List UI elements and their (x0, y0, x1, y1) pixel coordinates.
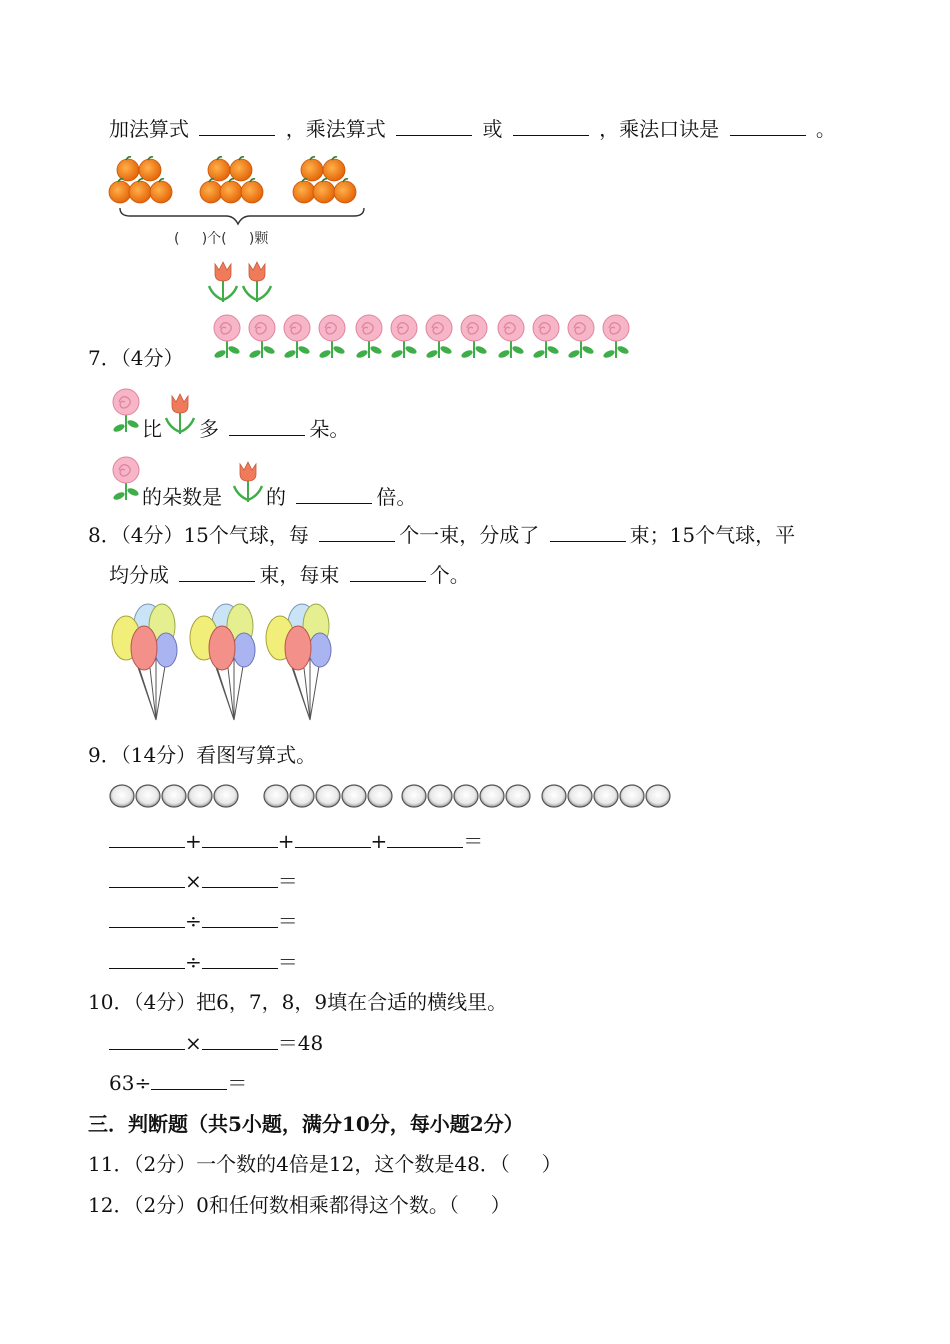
tulip-icon-2 (232, 460, 264, 504)
q10-blank-1[interactable] (109, 1031, 185, 1050)
q10-result-48: ＝48 (277, 1031, 324, 1055)
q8-blank-divide-into[interactable] (179, 563, 255, 582)
circle-group-1 (110, 785, 238, 807)
balloon-bunch-3 (266, 604, 331, 720)
q6-text-addition: 加法算式 (109, 117, 189, 141)
divide-sign: ÷ (185, 909, 202, 933)
orange-group-1 (109, 157, 172, 203)
rose-row (213, 315, 629, 359)
q8-text-2: 个一束，分成了 (399, 523, 540, 547)
circles-figure (108, 782, 688, 812)
q10-row-2 (109, 1071, 247, 1095)
circle-group-3 (402, 785, 530, 807)
q7-compare-more: 多 (199, 417, 219, 441)
plus-sign: + (277, 829, 295, 853)
q10-dividend: 63÷ (109, 1071, 152, 1095)
q9-div1-blank-2[interactable] (202, 909, 278, 928)
oranges-figure (106, 154, 376, 224)
q7-line1 (199, 417, 349, 441)
q6-blank-addition[interactable] (199, 117, 275, 136)
times-sign: × (185, 1031, 202, 1055)
rose-icon (110, 388, 142, 432)
q6-blank-rhyme[interactable] (730, 117, 806, 136)
q12-text: 12．（2分）0和任何数相乘都得这个数。（ ） (88, 1193, 511, 1217)
q9-mul-blank-2[interactable] (202, 869, 278, 888)
q9-div1-blank-1[interactable] (109, 909, 185, 928)
q10-blank-2[interactable] (202, 1031, 278, 1050)
orange-group-3 (293, 157, 356, 203)
q6-line (109, 117, 836, 141)
q6-blank-multiplication-1[interactable] (396, 117, 472, 136)
q9-add-blank-1[interactable] (109, 829, 185, 848)
q6-blank-multiplication-2[interactable] (513, 117, 589, 136)
balloons-figure (106, 598, 346, 728)
q8-blank-per-bunch[interactable] (319, 523, 395, 542)
q8-text-6: 个。 (429, 563, 470, 587)
q7-compare-bi: 比 (142, 417, 162, 441)
q7-unit-times: 倍。 (376, 485, 417, 509)
q8-line1 (88, 523, 795, 547)
q9-row-multiplication (109, 869, 298, 893)
q8-text-4: 均分成 (109, 563, 169, 587)
orange-caption: ( )个( )颗 (174, 231, 269, 247)
balloon-bunch-2 (190, 604, 255, 720)
q11-text: 11．（2分）一个数的4倍是12，这个数是48．（ ） (88, 1152, 562, 1176)
q9-add-blank-4[interactable] (387, 829, 463, 848)
q6-text-end: 。 (815, 117, 836, 141)
q9-title: 9．（14分）看图写算式。 (88, 743, 317, 767)
q9-add-blank-2[interactable] (202, 829, 278, 848)
q10-blank-3[interactable] (151, 1071, 227, 1090)
q8-text-3: 束；15个气球，平 (629, 523, 796, 547)
q8-blank-each-bunch[interactable] (350, 563, 426, 582)
q8-line2 (109, 563, 470, 587)
q6-text-multiplication: ，乘法算式 (285, 117, 386, 141)
plus-sign: + (185, 829, 202, 853)
q9-row-division-1 (109, 909, 298, 933)
q8-text-1: 8．（4分）15个气球，每 (88, 523, 309, 547)
rose-icon-2 (110, 456, 142, 500)
balloon-bunch-1 (112, 604, 177, 720)
equals-sign: ＝ (277, 869, 298, 893)
times-sign: × (185, 869, 202, 893)
q8-blank-bunches[interactable] (550, 523, 626, 542)
q9-row-division-2 (109, 950, 298, 974)
equals-sign: ＝ (277, 909, 298, 933)
q9-mul-blank-1[interactable] (109, 869, 185, 888)
q7-number: 7．（4分） (88, 346, 184, 370)
equals-sign: ＝ (277, 950, 298, 974)
equals-sign: ＝ (463, 829, 484, 853)
q9-div2-blank-1[interactable] (109, 950, 185, 969)
circle-group-2 (264, 785, 392, 807)
q10-title: 10．（4分）把6，7，8，9填在合适的横线里。 (88, 990, 508, 1014)
tulip-row (209, 262, 271, 302)
divide-sign: ÷ (185, 950, 202, 974)
q9-add-blank-3[interactable] (295, 829, 371, 848)
tulip-icon (164, 392, 196, 436)
circle-group-4 (542, 785, 670, 807)
orange-group-2 (200, 157, 263, 203)
orange-brace (120, 208, 364, 224)
q10-row-1 (109, 1031, 323, 1055)
flowers-figure (205, 258, 645, 368)
q7-line2 (266, 485, 416, 509)
q9-row-addition (109, 829, 483, 853)
q9-div2-blank-2[interactable] (202, 950, 278, 969)
q7-text-of: 的 (266, 485, 286, 509)
q7-blank-difference[interactable] (229, 417, 305, 436)
q7-count-of: 的朵数是 (142, 485, 222, 509)
equals-sign: ＝ (227, 1071, 248, 1095)
plus-sign: + (370, 829, 388, 853)
q7-unit-flowers: 朵。 (309, 417, 350, 441)
section-3-heading: 三．判断题（共5小题，满分10分，每小题2分） (88, 1112, 524, 1136)
q6-text-or: 或 (482, 117, 503, 141)
q6-text-rhyme: ，乘法口诀是 (599, 117, 720, 141)
q7-blank-times[interactable] (296, 485, 372, 504)
q8-text-5: 束，每束 (259, 563, 340, 587)
